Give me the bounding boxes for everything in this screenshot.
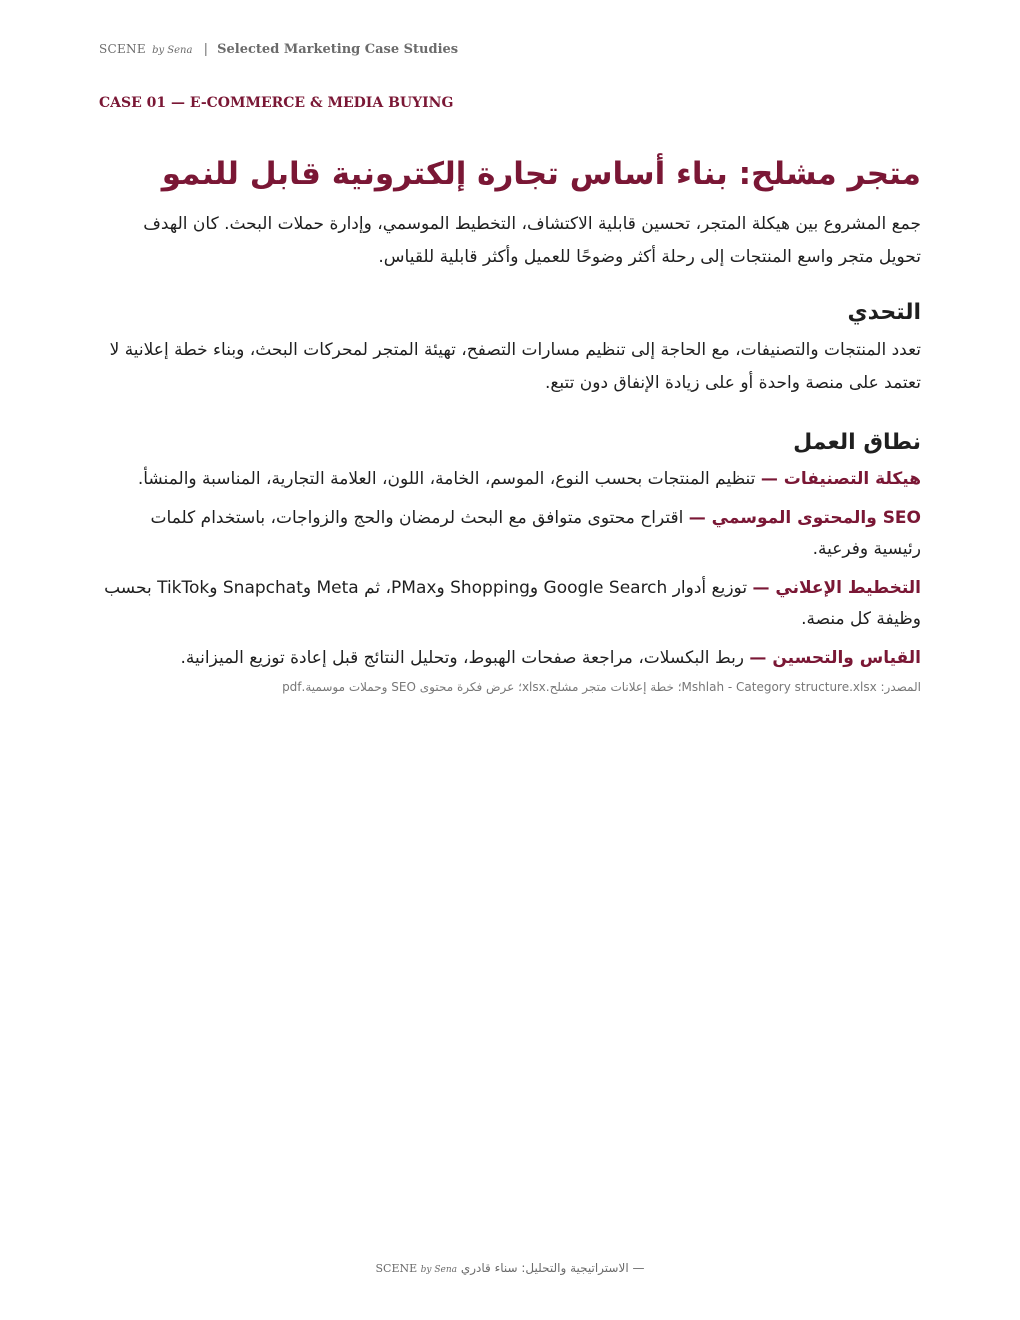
scope-item-measurement <box>99 643 921 674</box>
scope-item-text: اقتراح محتوى متوافق مع البحث لرمضان والحج والزواجات، باستخدام كلمات رئيسية وفرعية. <box>150 508 921 559</box>
source-note: المصدر: Mshlah - Category structure.xlsx؛ خطة إعلانات متجر مشلح.xlsx؛ عرض فكرة محتوى SEO وحملات موسمية.pdf <box>282 680 921 694</box>
scope-item-categories <box>99 464 921 495</box>
footer-brand <box>376 1262 458 1275</box>
scope-item-ad-planning <box>99 573 921 635</box>
page-footer <box>0 1261 1020 1275</box>
header-title: Selected Marketing Case Studies <box>217 42 459 57</box>
brand-logo-text: SCENE <box>99 42 146 56</box>
footer-brand-by: by Sena <box>420 1265 458 1275</box>
scope-item-title: SEO والمحتوى الموسمي — <box>688 508 921 528</box>
scope-item-text: تنظيم المنتجات بحسب النوع، الموسم، الخامة، اللون، العلامة التجارية، المناسبة والمنشأ. <box>137 469 761 489</box>
brand-logo-by: by Sena <box>152 45 193 56</box>
scope-list <box>99 464 921 674</box>
scope-item-seo <box>99 503 921 565</box>
scope-item-text: توزيع أدوار Google Search وShopping وPMax، ثم Meta وSnapchat وTikTok بحسب وظيفة كل منصة. <box>104 578 921 629</box>
case-content <box>99 150 921 696</box>
scope-item-title: هيكلة التصنيفات — <box>760 469 921 489</box>
challenge-heading: التحدي <box>847 300 921 325</box>
scope-item-title: التخطيط الإعلاني — <box>752 578 921 598</box>
scope-heading: نطاق العمل <box>793 430 921 455</box>
footer-text: — الاستراتيجية والتحليل: سناء قادري <box>460 1261 645 1275</box>
case-label: CASE 01 — E-COMMERCE & MEDIA BUYING <box>99 95 454 111</box>
intro-paragraph: جمع المشروع بين هيكلة المتجر، تحسين قابلية الاكتشاف، التخطيط الموسمي، وإدارة حملات البحث. كان الهدف تحويل متجر واسع المنتجات إلى رحلة أكثر وضوحًا للعميل وأكثر قابلية للقياس. <box>143 214 921 267</box>
footer-brand-name: SCENE <box>375 1262 418 1275</box>
page-header <box>99 42 458 57</box>
page-title: متجر مشلح: بناء أساس تجارة إلكترونية قابل للنمو <box>161 156 921 192</box>
scope-item-text: ربط البكسلات، مراجعة صفحات الهبوط، وتحليل النتائج قبل إعادة توزيع الميزانية. <box>180 648 750 668</box>
challenge-paragraph: تعدد المنتجات والتصنيفات، مع الحاجة إلى تنظيم مسارات التصفح، تهيئة المتجر لمحركات البحث، وبناء خطة إعلانية لا تعتمد على منصة واحدة أو على زيادة الإنفاق دون تتبع. <box>109 340 921 393</box>
scope-item-title: القياس والتحسين — <box>749 648 921 668</box>
header-separator: | <box>203 42 208 57</box>
